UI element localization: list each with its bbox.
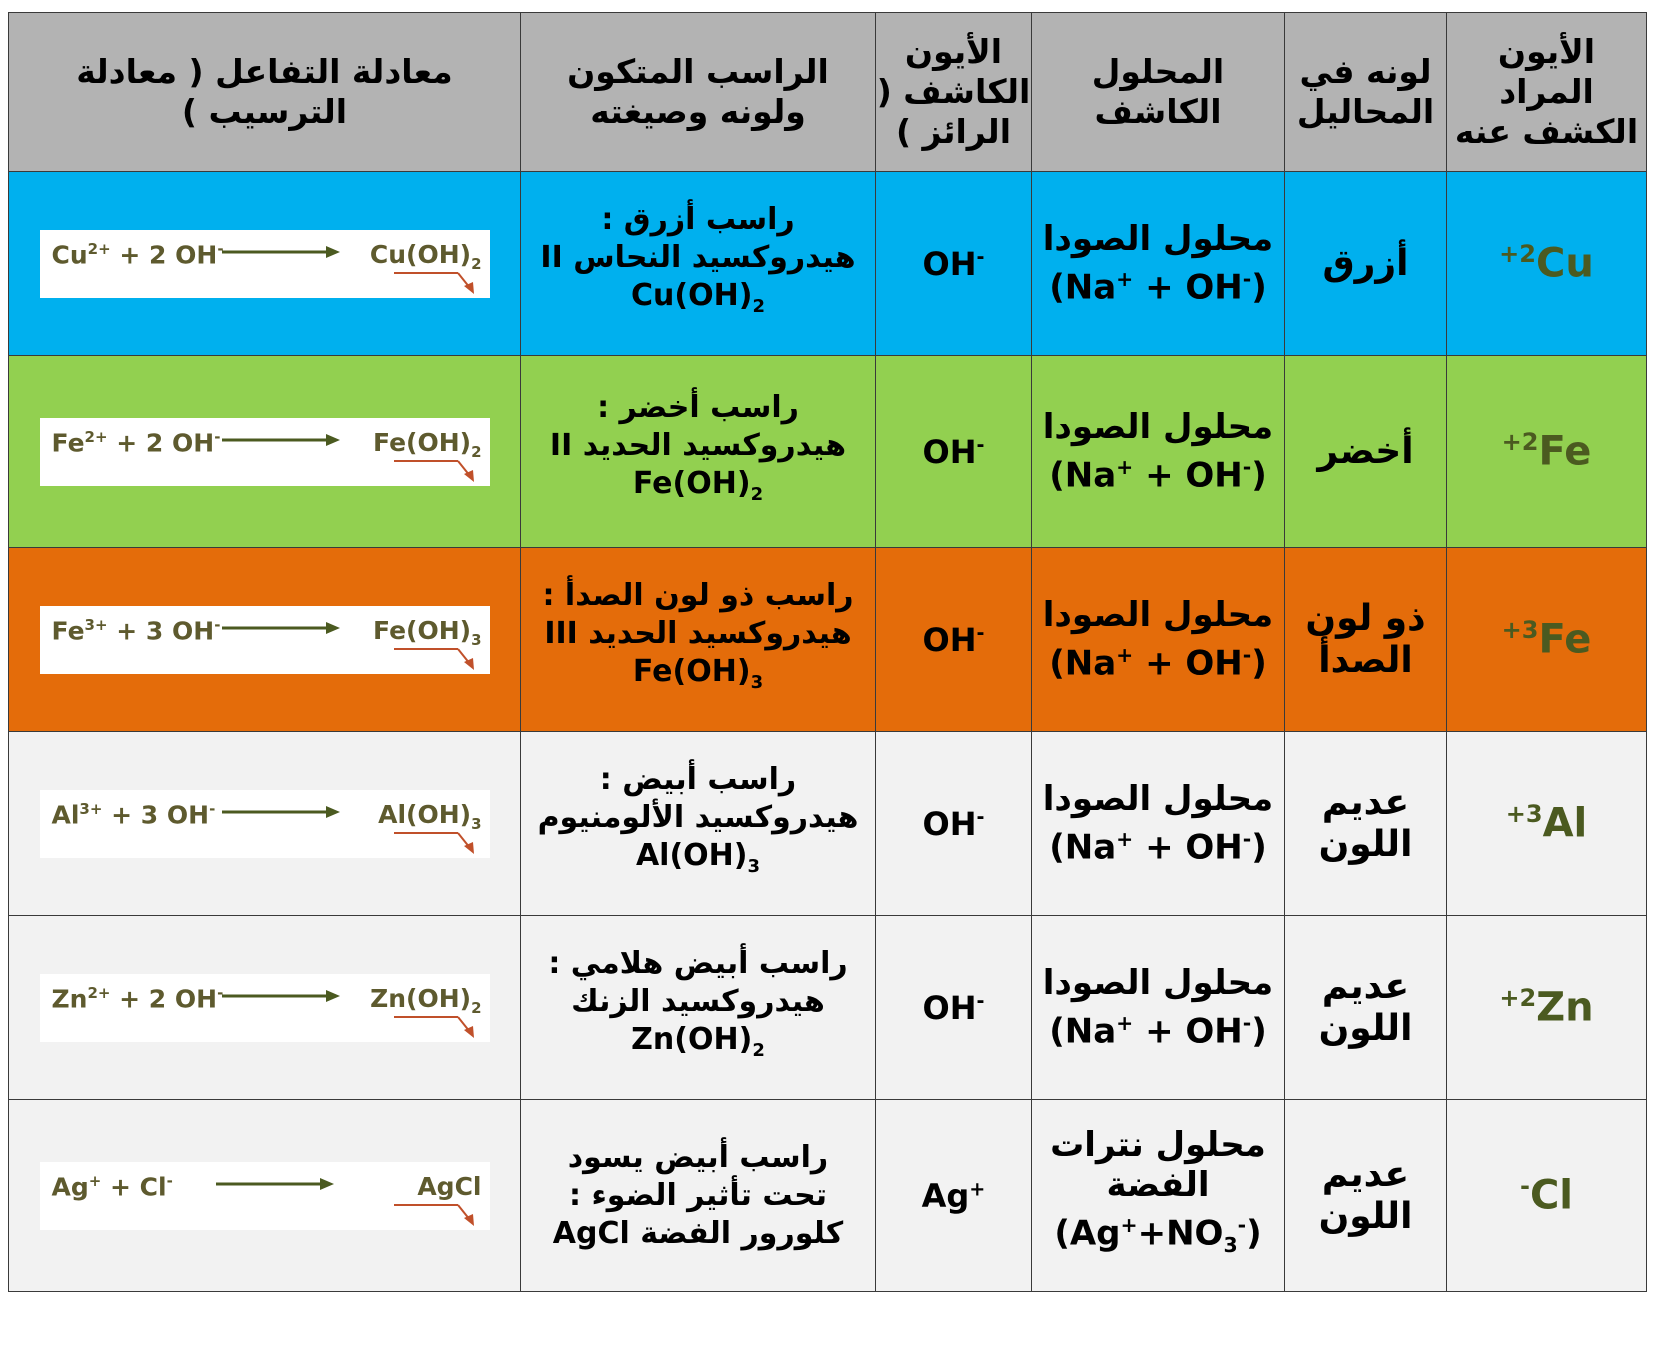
solution-color-line: الصدأ <box>1318 639 1413 681</box>
reagent-formula: (Na+ + OH-) <box>1049 1011 1267 1052</box>
test-ion-formula: OH- <box>922 988 985 1027</box>
ion-symbol: Fe <box>1538 616 1592 663</box>
table-row <box>9 916 1647 1100</box>
precipitate-formula: $Al(OH)_3$ <box>635 838 761 877</box>
header-ion: الأيون المراد الكشف عنه <box>1447 13 1647 172</box>
precipitate-line: هيدروكسيد الحديد II <box>549 428 847 463</box>
precipitate-line: راسب أبيض : <box>599 762 797 797</box>
ion-charge: 3+ <box>1501 616 1539 645</box>
solution-color-line: عديم <box>1321 781 1410 823</box>
solution-color-line: عديم <box>1321 1153 1410 1195</box>
table-row <box>9 356 1647 548</box>
solution-color <box>1285 356 1447 548</box>
equation-box <box>40 230 490 298</box>
equation-box <box>40 418 490 486</box>
equation-reactants: $Cu^{2+} + 2$ OH- <box>51 239 224 269</box>
header-row <box>9 13 1647 172</box>
table-row <box>9 1100 1647 1292</box>
precipitate-line: راسب أبيض هلامي : <box>548 946 848 981</box>
reagent-name: محلول الصودا <box>1042 219 1274 260</box>
ion-symbol: Al <box>1542 800 1588 847</box>
test-ion <box>876 548 1032 732</box>
reagent-formula: (Na+ + OH-) <box>1049 827 1267 868</box>
test-ion <box>876 172 1032 356</box>
equation-reactants: $Al^{3+} + 3$ OH- <box>51 799 216 829</box>
precipitate-arrow-icon <box>394 830 478 856</box>
reaction-equation <box>9 732 521 916</box>
equation-product: $Fe(OH)_3$ <box>373 615 482 649</box>
reagent-solution <box>1032 172 1285 356</box>
precipitate <box>521 732 876 916</box>
precipitate-line: راسب أبيض يسود <box>567 1139 829 1175</box>
detected-ion <box>1447 548 1647 732</box>
reagent-solution <box>1032 732 1285 916</box>
test-ion <box>876 1100 1032 1292</box>
reagent-formula: (Na+ + OH-) <box>1049 267 1267 308</box>
equation-box <box>40 1162 490 1230</box>
test-ion <box>876 916 1032 1100</box>
precipitate-arrow-icon <box>394 646 478 672</box>
solution-color <box>1285 548 1447 732</box>
solution-color-line: أخضر <box>1317 430 1414 472</box>
reaction-arrow-icon <box>216 1176 336 1192</box>
solution-color-line: أزرق <box>1322 242 1409 284</box>
header-reagent: المحلول الكاشف <box>1032 13 1285 172</box>
reagent-solution <box>1032 1100 1285 1292</box>
equation-reactants: Ag+ + Cl- <box>51 1171 173 1201</box>
detected-ion <box>1447 356 1647 548</box>
test-ion <box>876 356 1032 548</box>
reaction-equation <box>9 172 521 356</box>
precipitate <box>521 548 876 732</box>
ion-charge: 2+ <box>1499 984 1537 1013</box>
precipitate <box>521 916 876 1100</box>
precipitate-line: هيدروكسيد الزنك <box>571 984 825 1019</box>
precipitate-line: راسب أخضر : <box>597 390 799 425</box>
ion-symbol: Cu <box>1535 240 1594 287</box>
precipitate-line: راسب ذو لون الصدأ : <box>542 578 854 613</box>
test-ion-formula: OH- <box>922 804 985 843</box>
detected-ion <box>1447 1100 1647 1292</box>
header-precipitate: الراسب المتكون ولونه وصيغته <box>521 13 876 172</box>
equation-reactants: $Zn^{2+} + 2$ OH- <box>51 983 224 1013</box>
reaction-arrow-icon <box>222 988 342 1004</box>
precipitate-line: هيدروكسيد الألومنيوم <box>537 800 859 835</box>
ion-charge: 2+ <box>1499 240 1536 269</box>
reagent-name: محلول الصودا <box>1042 963 1274 1004</box>
reaction-equation <box>9 548 521 732</box>
equation-box <box>40 606 490 674</box>
solution-color <box>1285 732 1447 916</box>
test-ion-formula: Ag+ <box>921 1176 986 1215</box>
solution-color-line: اللون <box>1318 1007 1413 1049</box>
reagent-name: محلول نترات <box>1050 1125 1266 1166</box>
solution-color <box>1285 172 1447 356</box>
ion-charge: - <box>1519 1172 1530 1201</box>
reagent-name: محلول الصودا <box>1042 595 1274 636</box>
solution-color <box>1285 916 1447 1100</box>
reagent-name: محلول الصودا <box>1042 779 1274 820</box>
precipitate <box>521 172 876 356</box>
reaction-arrow-icon <box>222 804 342 820</box>
solution-color-line: ذو لون <box>1305 597 1426 639</box>
header-color: لونه في المحاليل <box>1285 13 1447 172</box>
precipitate-line: راسب أزرق : <box>601 202 795 237</box>
precipitate-line: هيدروكسيد النحاس II <box>540 240 856 275</box>
reagent-solution <box>1032 356 1285 548</box>
test-ion <box>876 732 1032 916</box>
precipitate-arrow-icon <box>394 1014 478 1040</box>
equation-product: $Al(OH)_3$ <box>378 799 482 833</box>
detected-ion <box>1447 916 1647 1100</box>
solution-color-line: اللون <box>1318 823 1413 865</box>
header-equation: معادلة التفاعل ( معادلة الترسيب ) <box>9 13 521 172</box>
table-row <box>9 548 1647 732</box>
precipitate-arrow-icon <box>394 458 478 484</box>
precipitate-formula: $Cu(OH)_2$ <box>631 278 765 317</box>
equation-product: $Fe(OH)_2$ <box>373 427 482 461</box>
header-test-ion: الأيون الكاشف ( الرائز ) <box>876 13 1032 172</box>
equation-product: AgCl <box>417 1171 482 1201</box>
test-ion-formula: OH- <box>922 244 985 283</box>
precipitate-line: تحت تأثير الضوء : <box>569 1177 827 1213</box>
equation-product: $Cu(OH)_2$ <box>369 239 482 273</box>
equation-reactants: $Fe^{3+} + 3$ OH- <box>51 615 221 645</box>
ion-symbol: Fe <box>1538 428 1592 475</box>
reagent-formula: (Na+ + OH-) <box>1049 455 1267 496</box>
equation-reactants: $Fe^{2+} + 2$ OH- <box>51 427 221 457</box>
ion-test-table <box>8 12 1647 1292</box>
reaction-equation <box>9 916 521 1100</box>
detected-ion <box>1447 732 1647 916</box>
equation-product: $Zn(OH)_2$ <box>370 983 482 1017</box>
reagent-formula: (Na+ + OH-) <box>1049 643 1267 684</box>
detected-ion <box>1447 172 1647 356</box>
ion-symbol: Zn <box>1536 984 1594 1031</box>
precipitate-line: كلورور الفضة AgCl <box>552 1215 844 1251</box>
reagent-solution <box>1032 548 1285 732</box>
precipitate-formula: $Zn(OH)_2$ <box>631 1022 765 1061</box>
reaction-equation <box>9 356 521 548</box>
precipitate-formula: $Fe(OH)_3$ <box>632 654 764 693</box>
precipitate-arrow-icon <box>394 1202 478 1228</box>
reagent-solution <box>1032 916 1285 1100</box>
ion-symbol: Cl <box>1529 1172 1574 1219</box>
ion-charge: 2+ <box>1501 428 1539 457</box>
reagent-formula: $(Ag^++NO_3^-)$ <box>1054 1213 1262 1258</box>
reaction-arrow-icon <box>222 244 342 260</box>
solution-color-line: عديم <box>1321 965 1410 1007</box>
reagent-name: محلول الصودا <box>1042 407 1274 448</box>
reagent-name-line2: الفضة <box>1106 1165 1210 1206</box>
precipitate-formula: $Fe(OH)_2$ <box>632 466 764 505</box>
table-row <box>9 732 1647 916</box>
table-row <box>9 172 1647 356</box>
equation-box <box>40 974 490 1042</box>
reaction-arrow-icon <box>222 620 342 636</box>
precipitate <box>521 356 876 548</box>
test-ion-formula: OH- <box>922 432 985 471</box>
test-ion-formula: OH- <box>922 620 985 659</box>
ion-charge: 3+ <box>1505 800 1543 829</box>
solution-color <box>1285 1100 1447 1292</box>
precipitate-line: هيدروكسيد الحديد III <box>544 616 852 651</box>
reaction-equation <box>9 1100 521 1292</box>
equation-box <box>40 790 490 858</box>
solution-color-line: اللون <box>1318 1195 1413 1237</box>
precipitate-arrow-icon <box>394 270 478 296</box>
reaction-arrow-icon <box>222 432 342 448</box>
precipitate <box>521 1100 876 1292</box>
